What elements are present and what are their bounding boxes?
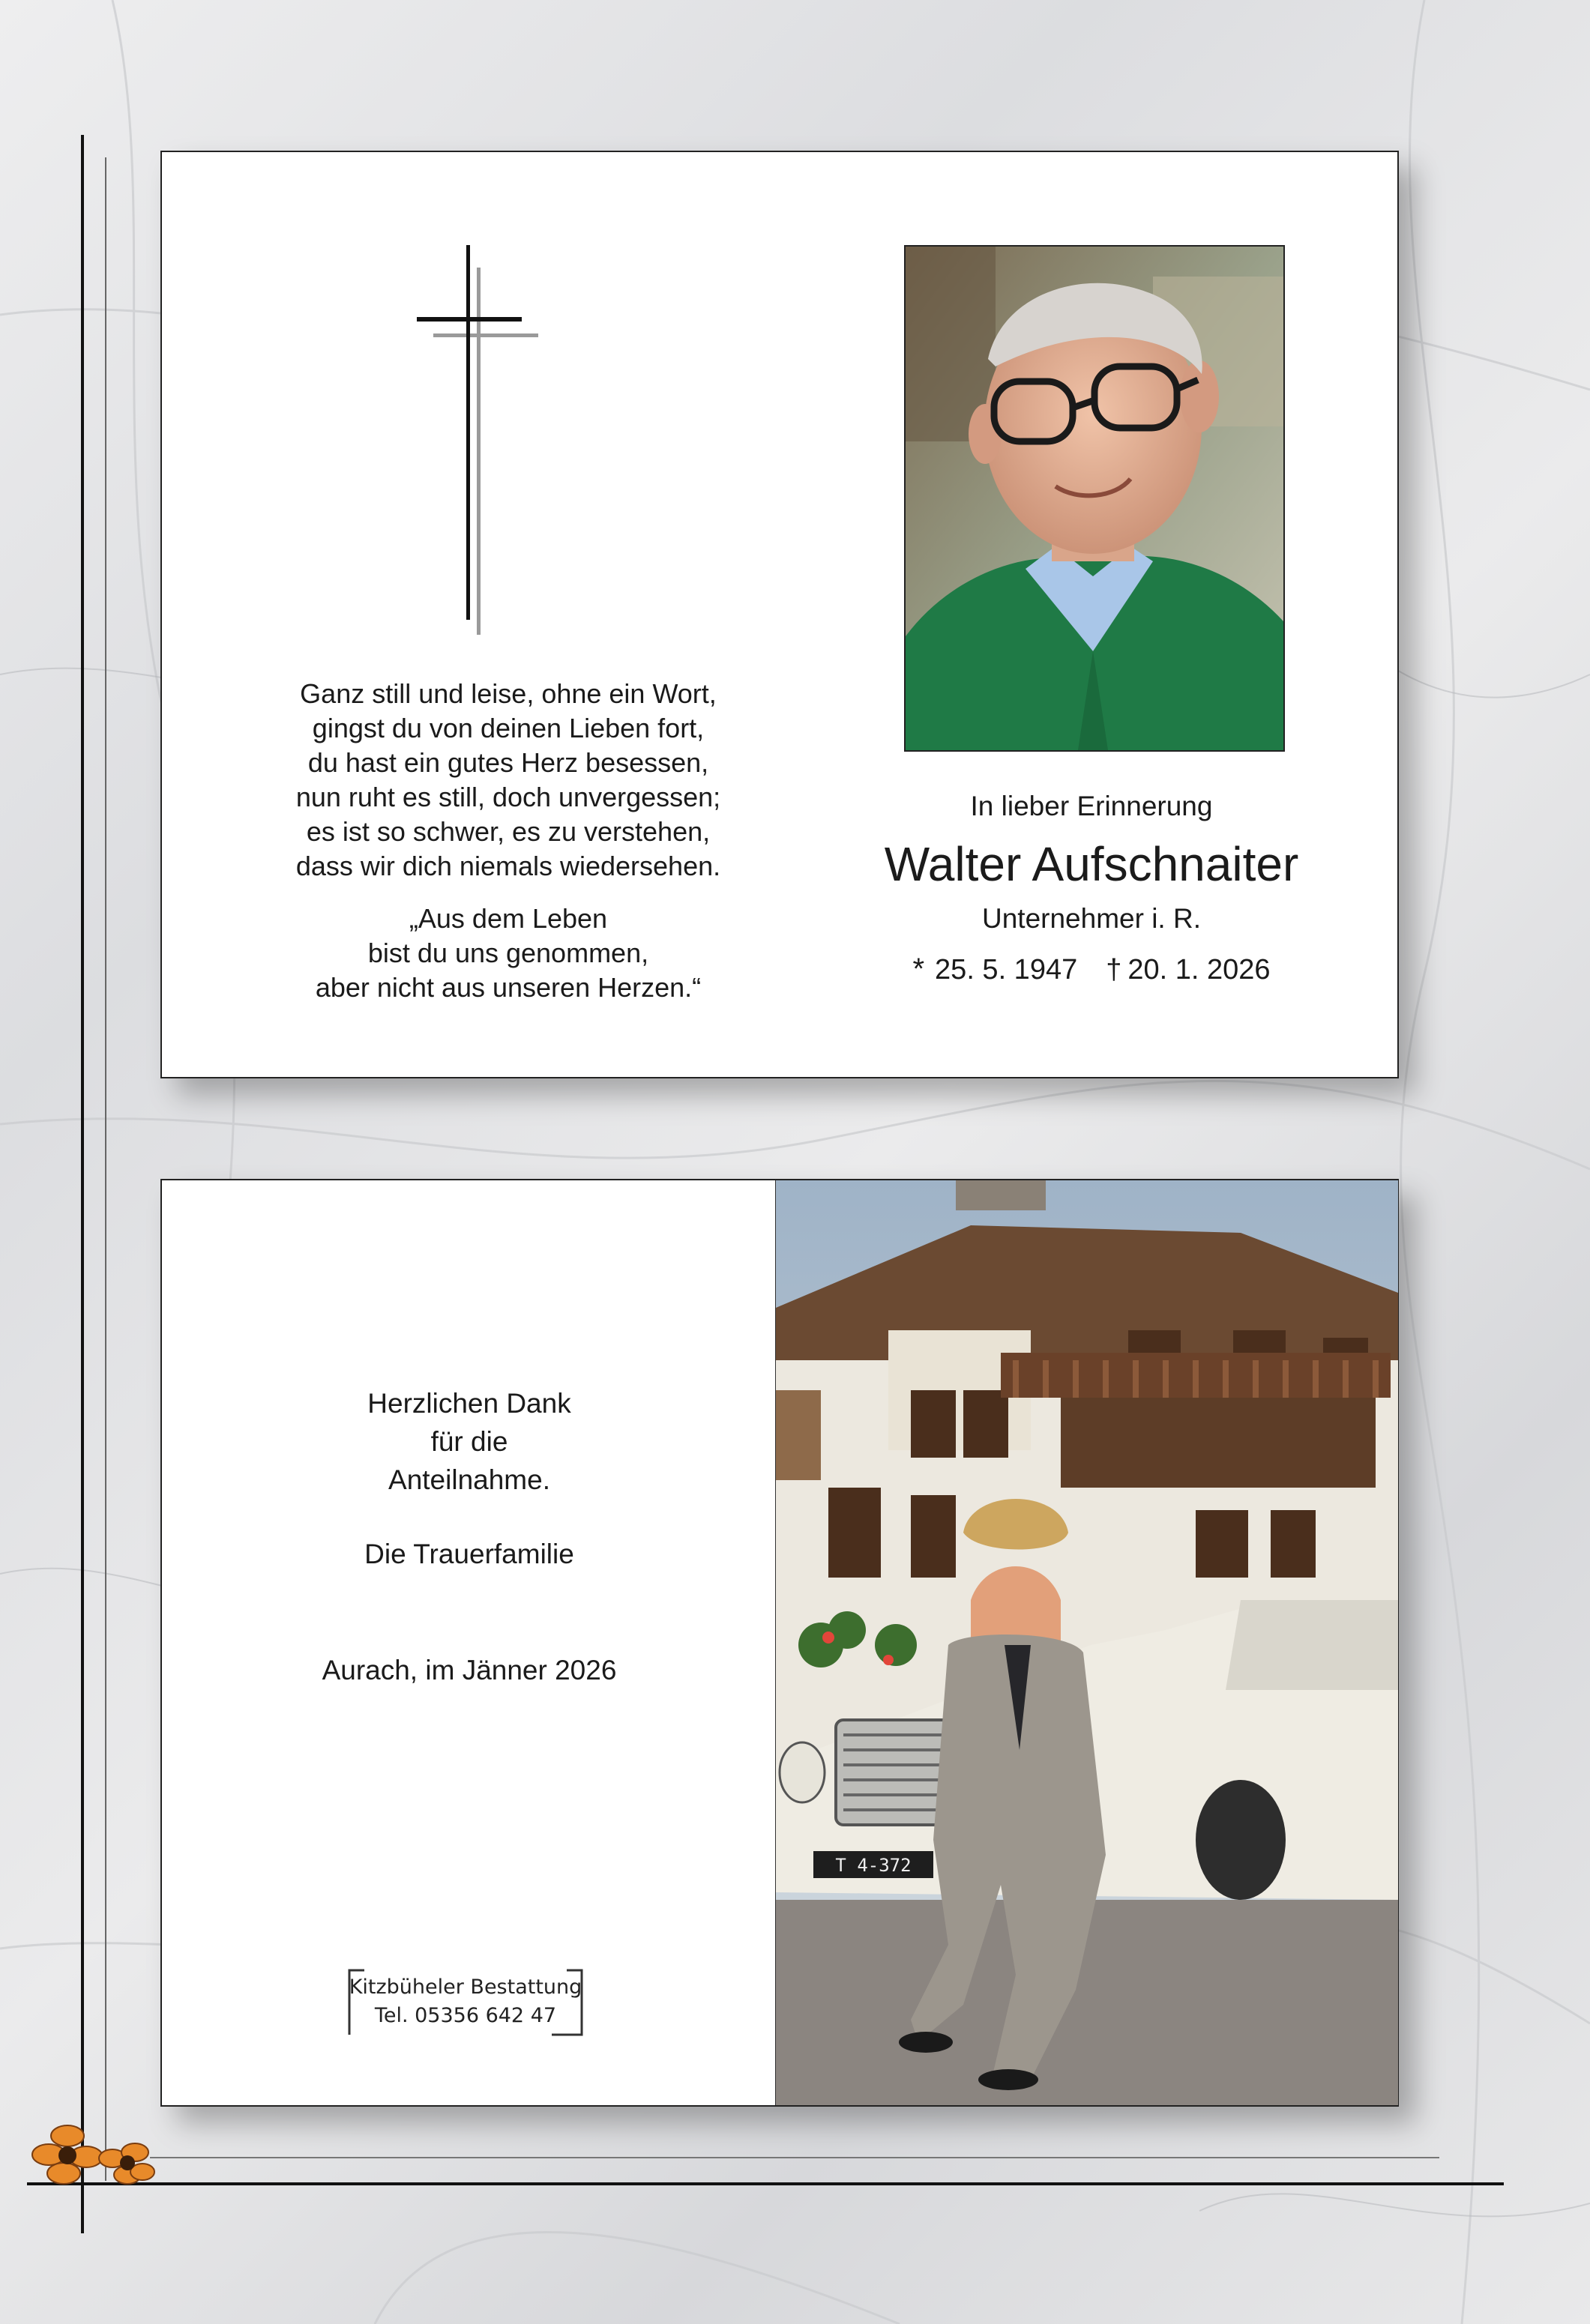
memorial-block <box>807 789 1376 989</box>
life-dates <box>807 950 1376 989</box>
bottom-frame-line-thin <box>150 2157 1439 2158</box>
poem-line: gingst du von deinen Lieben fort, <box>312 713 705 743</box>
vintage-photo-image <box>776 1180 1398 2105</box>
quote-line: aber nicht aus unseren Herzen.“ <box>315 972 702 1003</box>
flower-decoration-icon <box>22 2113 172 2203</box>
occupation: Unternehmer i. R. <box>982 903 1201 934</box>
thanks-line: für die <box>430 1426 508 1457</box>
quote <box>216 902 801 1005</box>
memorial-intro: In lieber Erinnerung <box>970 791 1213 821</box>
card-front <box>160 151 1399 1078</box>
place-date: Aurach, im Jänner 2026 <box>322 1655 617 1685</box>
quote-line: bist du uns genommen, <box>367 938 649 968</box>
thanks-line: Anteilnahme. <box>388 1464 550 1495</box>
quote-line: „Aus dem Leben <box>409 903 608 934</box>
left-frame-line <box>81 135 84 2233</box>
death-date: 20. 1. 2026 <box>1127 954 1271 986</box>
poem <box>216 677 801 1005</box>
death-symbol: † <box>1106 954 1122 986</box>
portrait-photo <box>904 245 1285 752</box>
thanks-line: Herzlichen Dank <box>367 1388 571 1419</box>
deceased-name: Walter Aufschnaiter <box>884 837 1299 891</box>
birth-date: 25. 5. 1947 <box>935 954 1078 986</box>
card-back <box>160 1179 1399 2107</box>
poem-line: du hast ein gutes Herz besessen, <box>307 747 709 778</box>
cross-icon <box>417 245 544 635</box>
poem-line: dass wir dich niemals wiedersehen. <box>295 851 721 881</box>
vintage-photo <box>775 1180 1398 2105</box>
portrait-image <box>906 247 1283 750</box>
bottom-frame-line <box>27 2182 1504 2185</box>
birth-symbol: * <box>912 953 925 986</box>
thanks-block <box>259 1384 679 1689</box>
undertaker-phone: Tel. 05356 642 47 <box>374 2004 557 2027</box>
left-frame-line-thin <box>105 157 106 2181</box>
poem-line: Ganz still und leise, ohne ein Wort, <box>300 678 717 709</box>
license-plate: T 4-372 <box>835 1855 912 1876</box>
undertaker-stamp <box>342 1967 589 2036</box>
undertaker-name: Kitzbüheler Bestattung <box>349 1976 582 1999</box>
poem-line: es ist so schwer, es zu verstehen, <box>306 816 711 847</box>
family-signature: Die Trauerfamilie <box>364 1539 574 1569</box>
poem-line: nun ruht es still, doch unvergessen; <box>295 782 721 812</box>
